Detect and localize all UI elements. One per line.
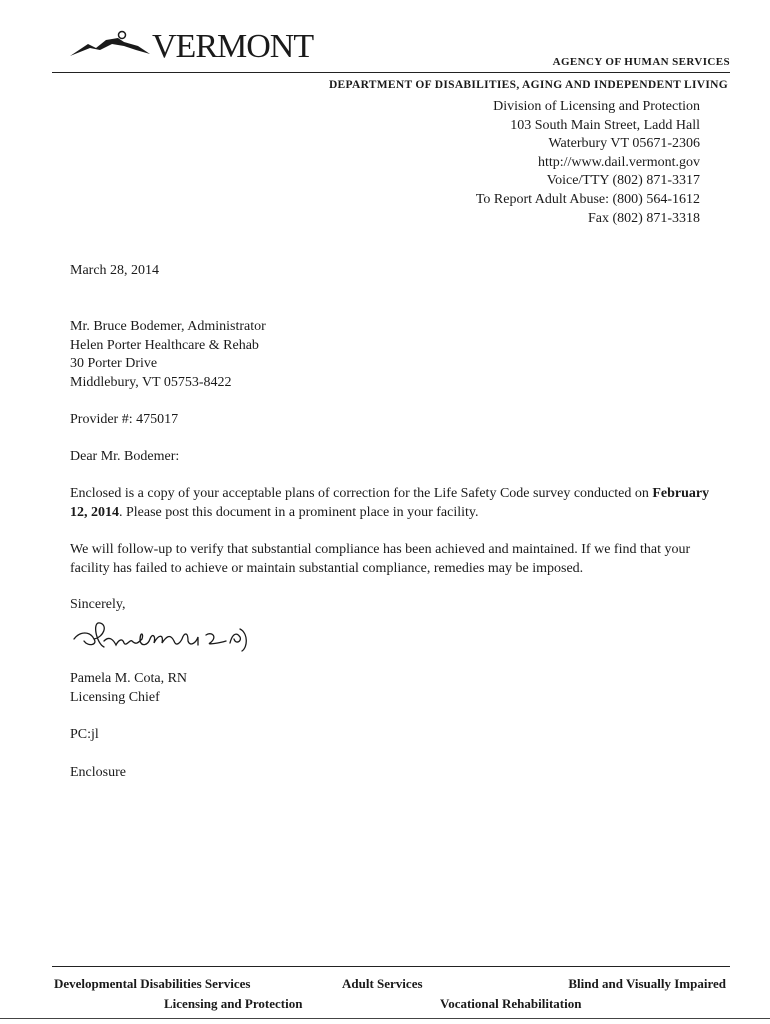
address-block bbox=[476, 98, 700, 228]
footer-division: Developmental Disabilities Services bbox=[54, 976, 251, 991]
address-line: 103 South Main Street, Ladd Hall bbox=[510, 117, 700, 133]
agency-name: AGENCY OF HUMAN SERVICES bbox=[552, 56, 730, 68]
address-line: http://www.dail.vermont.gov bbox=[537, 154, 700, 170]
recipient-block bbox=[70, 318, 266, 392]
address-line: Voice/TTY (802) 871-3317 bbox=[546, 173, 700, 189]
handwritten-signature bbox=[70, 617, 270, 663]
enclosure-note: Enclosure bbox=[70, 765, 126, 780]
para1-text-a: Enclosed is a copy of your acceptable plans of correction for the Life Safety Code survey conducted on bbox=[70, 486, 653, 501]
logo-wordmark: VERMONT bbox=[152, 28, 314, 65]
footer-division: Blind and Visually Impaired bbox=[568, 976, 726, 991]
paragraph-enclosed bbox=[70, 485, 710, 522]
department-name: DEPARTMENT OF DISABILITIES, AGING AND INDEPENDENT LIVING bbox=[328, 79, 728, 91]
recipient-line: Middlebury, VT 05753-8422 bbox=[70, 374, 232, 390]
letter-date: March 28, 2014 bbox=[70, 263, 160, 278]
survey-date: February 12, 2014 bbox=[70, 486, 710, 520]
address-line: Fax (802) 871-3318 bbox=[588, 210, 700, 226]
provider-number: Provider #: 475017 bbox=[70, 412, 179, 427]
signer-block bbox=[70, 670, 187, 707]
recipient-line: Mr. Bruce Bodemer, Administrator bbox=[70, 319, 266, 334]
address-line: To Report Adult Abuse: (800) 564-1612 bbox=[475, 191, 700, 207]
page-bottom-rule bbox=[0, 1018, 770, 1019]
salutation: Dear Mr. Bodemer: bbox=[70, 449, 180, 464]
recipient-line: 30 Porter Drive bbox=[70, 356, 158, 371]
address-line: Division of Licensing and Protection bbox=[493, 99, 700, 114]
header-divider bbox=[52, 72, 730, 73]
address-line: Waterbury VT 05671-2306 bbox=[548, 136, 700, 152]
signer-name: Pamela M. Cota, RN bbox=[70, 671, 188, 686]
typist-initials: PC:jl bbox=[70, 727, 99, 742]
para1-text-b: . Please post this document in a prominent place in your facility. bbox=[119, 504, 479, 520]
signer-title: Licensing Chief bbox=[70, 689, 160, 705]
footer-division: Vocational Rehabilitation bbox=[440, 996, 582, 1011]
recipient-line: Helen Porter Healthcare & Rehab bbox=[70, 337, 259, 353]
footer-division: Adult Services bbox=[342, 976, 423, 991]
paragraph-follow-up: We will follow-up to verify that substantial compliance has been achieved and maintained. If we find that your facility has failed to achieve or maintain substantial compliance, remedies may be imposed. bbox=[70, 542, 691, 576]
closing: Sincerely, bbox=[70, 597, 126, 612]
footer-divider bbox=[52, 966, 730, 967]
mountain-logo-icon bbox=[66, 30, 156, 62]
footer-division: Licensing and Protection bbox=[164, 996, 303, 1011]
